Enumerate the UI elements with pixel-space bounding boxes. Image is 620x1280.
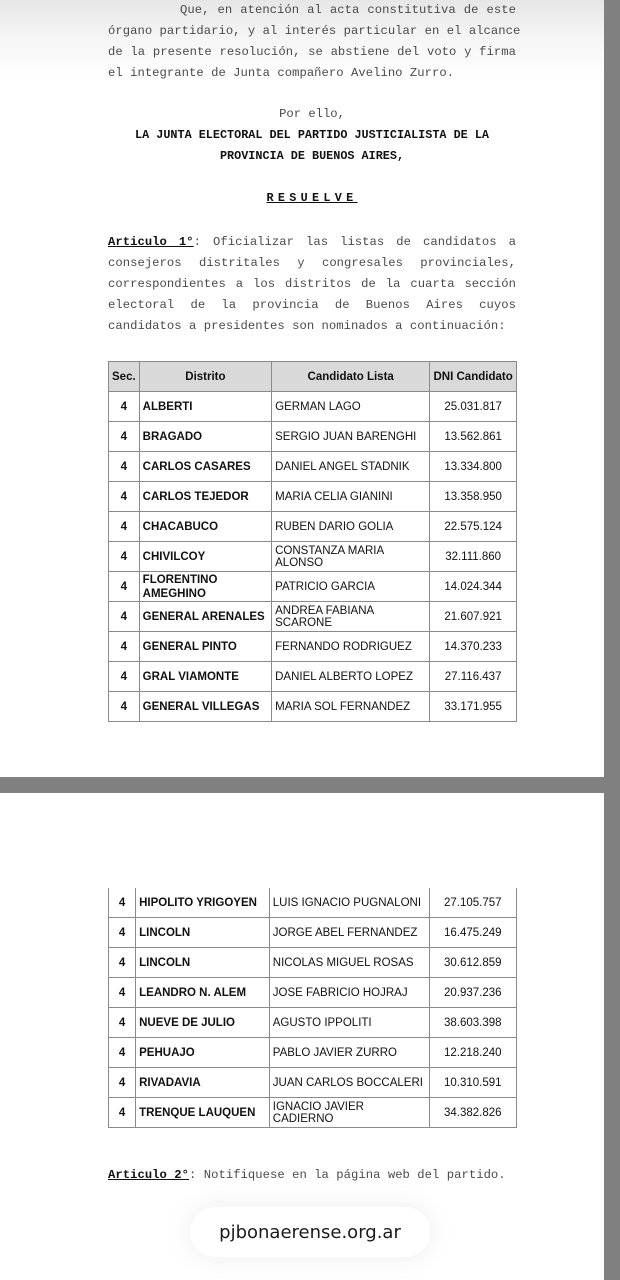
cell-sec: 4 <box>109 542 140 572</box>
cell-candidato: IGNACIO JAVIER CADIERNO <box>269 1098 429 1128</box>
candidates-table-page-2 <box>108 888 517 1128</box>
articulo-2-paragraph <box>108 1165 516 1186</box>
intro-line: Que, en atención al acta constitutiva de este <box>180 3 516 17</box>
table-row <box>109 1038 517 1068</box>
header-distrito: Distrito <box>139 362 271 392</box>
articulo-2-text: : Notifiquese en la página web del partido. <box>189 1168 506 1182</box>
cell-distrito: CARLOS TEJEDOR <box>139 482 271 512</box>
table-body-page-1 <box>109 392 517 722</box>
cell-distrito: NUEVE DE JULIO <box>136 1008 270 1038</box>
page-separator <box>0 777 620 793</box>
intro-line: de la presente resolución, se abstiene del voto y firma <box>108 45 516 59</box>
cell-distrito: GENERAL PINTO <box>139 632 271 662</box>
cell-candidato: CONSTANZA MARIA ALONSO <box>272 542 430 572</box>
candidates-table-page-1 <box>108 361 517 722</box>
resuelve-heading: RESUELVE <box>266 191 358 205</box>
cell-candidato: SERGIO JUAN BARENGHI <box>272 422 430 452</box>
cell-dni: 12.218.240 <box>429 1038 516 1068</box>
cell-distrito: GRAL VIAMONTE <box>139 662 271 692</box>
table-row <box>109 978 517 1008</box>
cell-dni: 22.575.124 <box>430 512 517 542</box>
header-sec: Sec. <box>109 362 140 392</box>
cell-dni: 14.370.233 <box>430 632 517 662</box>
cell-candidato: JORGE ABEL FERNANDEZ <box>269 918 429 948</box>
cell-candidato: PATRICIO GARCIA <box>272 572 430 602</box>
cell-distrito: FLORENTINO AMEGHINO <box>139 572 271 602</box>
cell-sec: 4 <box>109 632 140 662</box>
cell-candidato: FERNANDO RODRIGUEZ <box>272 632 430 662</box>
por-ello-text: Por ello, <box>279 107 345 121</box>
cell-candidato: NICOLAS MIGUEL ROSAS <box>269 948 429 978</box>
header-dni: DNI Candidato <box>430 362 517 392</box>
articulo-1-paragraph <box>108 232 516 337</box>
intro-paragraph <box>108 0 521 84</box>
cell-candidato: GERMAN LAGO <box>272 392 430 422</box>
cell-distrito: ALBERTI <box>139 392 271 422</box>
table-row <box>109 572 517 602</box>
cell-distrito: CHACABUCO <box>139 512 271 542</box>
cell-sec: 4 <box>109 662 140 692</box>
junta-heading-line-1: LA JUNTA ELECTORAL DEL PARTIDO JUSTICIALISTA DE LA <box>135 128 489 142</box>
cell-dni: 10.310.591 <box>429 1068 516 1098</box>
articulo-1-line: : Oficializar las listas de candidatos a <box>193 235 516 249</box>
table-row <box>109 662 517 692</box>
table-row <box>109 392 517 422</box>
cell-distrito: PEHUAJO <box>136 1038 270 1068</box>
cell-dni: 13.358.950 <box>430 482 517 512</box>
scrollbar-track[interactable] <box>604 0 620 1280</box>
table-row <box>109 888 517 918</box>
cell-sec: 4 <box>109 392 140 422</box>
cell-sec: 4 <box>109 602 140 632</box>
articulo-1-line: candidatos a presidentes son nominados a continuación: <box>108 319 506 333</box>
cell-dni: 32.111.860 <box>430 542 517 572</box>
website-url-link[interactable] <box>190 1207 430 1257</box>
cell-dni: 13.334.800 <box>430 452 517 482</box>
cell-dni: 21.607.921 <box>430 602 517 632</box>
cell-candidato: ANDREA FABIANA SCARONE <box>272 602 430 632</box>
table-row <box>109 542 517 572</box>
cell-dni: 38.603.398 <box>429 1008 516 1038</box>
cell-distrito: LINCOLN <box>136 948 270 978</box>
articulo-1-line: electoral de la provincia de Buenos Aires cuyos <box>108 298 516 312</box>
cell-sec: 4 <box>109 482 140 512</box>
cell-distrito: HIPOLITO YRIGOYEN <box>136 888 270 918</box>
website-url-label: pjbonaerense.org.ar <box>219 1221 401 1243</box>
cell-sec: 4 <box>109 1068 136 1098</box>
table-header-row <box>109 362 517 392</box>
cell-dni: 20.937.236 <box>429 978 516 1008</box>
cell-sec: 4 <box>109 978 136 1008</box>
table-row <box>109 918 517 948</box>
table-row <box>109 512 517 542</box>
cell-sec: 4 <box>109 1038 136 1068</box>
cell-dni: 34.382.826 <box>429 1098 516 1128</box>
cell-candidato: JOSE FABRICIO HOJRAJ <box>269 978 429 1008</box>
cell-dni: 25.031.817 <box>430 392 517 422</box>
table-row <box>109 422 517 452</box>
articulo-1-label: Articulo 1° <box>108 235 194 249</box>
table-row <box>109 692 517 722</box>
cell-sec: 4 <box>109 422 140 452</box>
junta-heading-line-2: PROVINCIA DE BUENOS AIRES, <box>219 149 405 163</box>
cell-distrito: CARLOS CASARES <box>139 452 271 482</box>
table-row <box>109 1068 517 1098</box>
cell-candidato: PABLO JAVIER ZURRO <box>269 1038 429 1068</box>
cell-distrito: GENERAL ARENALES <box>139 602 271 632</box>
table-row <box>109 482 517 512</box>
cell-candidato: RUBEN DARIO GOLIA <box>272 512 430 542</box>
cell-candidato: AGUSTO IPPOLITI <box>269 1008 429 1038</box>
table-body-page-2 <box>109 888 517 1128</box>
cell-candidato: DANIEL ANGEL STADNIK <box>272 452 430 482</box>
cell-sec: 4 <box>109 1008 136 1038</box>
cell-sec: 4 <box>109 1098 136 1128</box>
cell-sec: 4 <box>109 888 136 918</box>
cell-dni: 27.105.757 <box>429 888 516 918</box>
cell-distrito: GENERAL VILLEGAS <box>139 692 271 722</box>
cell-distrito: LINCOLN <box>136 918 270 948</box>
cell-distrito: LEANDRO N. ALEM <box>136 978 270 1008</box>
table-row <box>109 632 517 662</box>
cell-dni: 30.612.859 <box>429 948 516 978</box>
cell-sec: 4 <box>109 948 136 978</box>
intro-line: órgano partidario, y al interés particular en el alcance <box>108 24 521 38</box>
cell-candidato: LUIS IGNACIO PUGNALONI <box>269 888 429 918</box>
cell-sec: 4 <box>109 452 140 482</box>
cell-dni: 27.116.437 <box>430 662 517 692</box>
articulo-2-label: Articulo 2° <box>108 1168 190 1182</box>
articulo-1-line: consejeros distritales y congresales provinciales, <box>108 256 516 270</box>
cell-candidato: DANIEL ALBERTO LOPEZ <box>272 662 430 692</box>
table-row <box>109 948 517 978</box>
cell-candidato: MARIA SOL FERNANDEZ <box>272 692 430 722</box>
cell-distrito: TRENQUE LAUQUEN <box>136 1098 270 1128</box>
header-candidato: Candidato Lista <box>272 362 430 392</box>
intro-line: el integrante de Junta compañero Avelino Zurro. <box>108 66 455 80</box>
cell-dni: 33.171.955 <box>430 692 517 722</box>
cell-candidato: MARIA CELIA GIANINI <box>272 482 430 512</box>
cell-dni: 14.024.344 <box>430 572 517 602</box>
cell-distrito: BRAGADO <box>139 422 271 452</box>
cell-dni: 16.475.249 <box>429 918 516 948</box>
table-row <box>109 452 517 482</box>
table-row <box>109 602 517 632</box>
cell-sec: 4 <box>109 572 140 602</box>
cell-dni: 13.562.861 <box>430 422 517 452</box>
cell-distrito: CHIVILCOY <box>139 542 271 572</box>
articulo-1-line: correspondientes a los distritos de la cuarta sección <box>108 277 516 291</box>
cell-sec: 4 <box>109 512 140 542</box>
table-row <box>109 1008 517 1038</box>
table-row <box>109 1098 517 1128</box>
cell-sec: 4 <box>109 918 136 948</box>
cell-sec: 4 <box>109 692 140 722</box>
cell-candidato: JUAN CARLOS BOCCALERI <box>269 1068 429 1098</box>
cell-distrito: RIVADAVIA <box>136 1068 270 1098</box>
